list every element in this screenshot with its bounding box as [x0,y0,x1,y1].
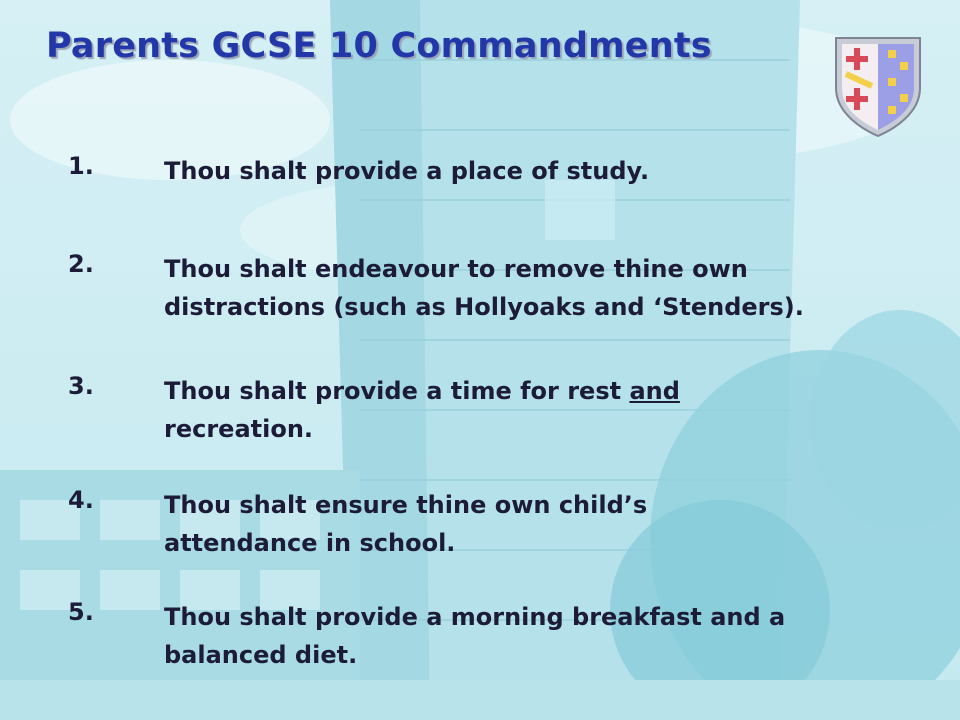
item-line [164,372,904,410]
item-line: balanced diet. [164,641,358,669]
item-number: 5. [68,598,94,626]
item-line: attendance in school. [164,529,456,557]
school-crest-icon [832,34,924,138]
item-line: Thou shalt provide a place of study. [164,157,650,185]
item-line: recreation. [164,415,314,443]
item-number: 1. [68,152,94,180]
item-number: 3. [68,372,94,400]
item-line-text: Thou shalt provide a time for rest [164,377,630,405]
item-text [164,598,904,674]
item-line: Thou shalt provide a morning breakfast and a [164,603,786,631]
item-number: 2. [68,250,94,278]
page-title: Parents GCSE 10 Commandments [46,26,712,66]
item-line: distractions (such as Hollyoaks and ‘Stenders). [164,293,804,321]
item-line: Thou shalt ensure thine own child’s [164,491,648,519]
item-text [164,250,904,326]
item-text [164,372,904,448]
item-text [164,486,904,562]
item-line: Thou shalt endeavour to remove thine own [164,255,748,283]
item-number: 4. [68,486,94,514]
underlined-word: and [629,377,680,405]
item-text [164,152,904,190]
